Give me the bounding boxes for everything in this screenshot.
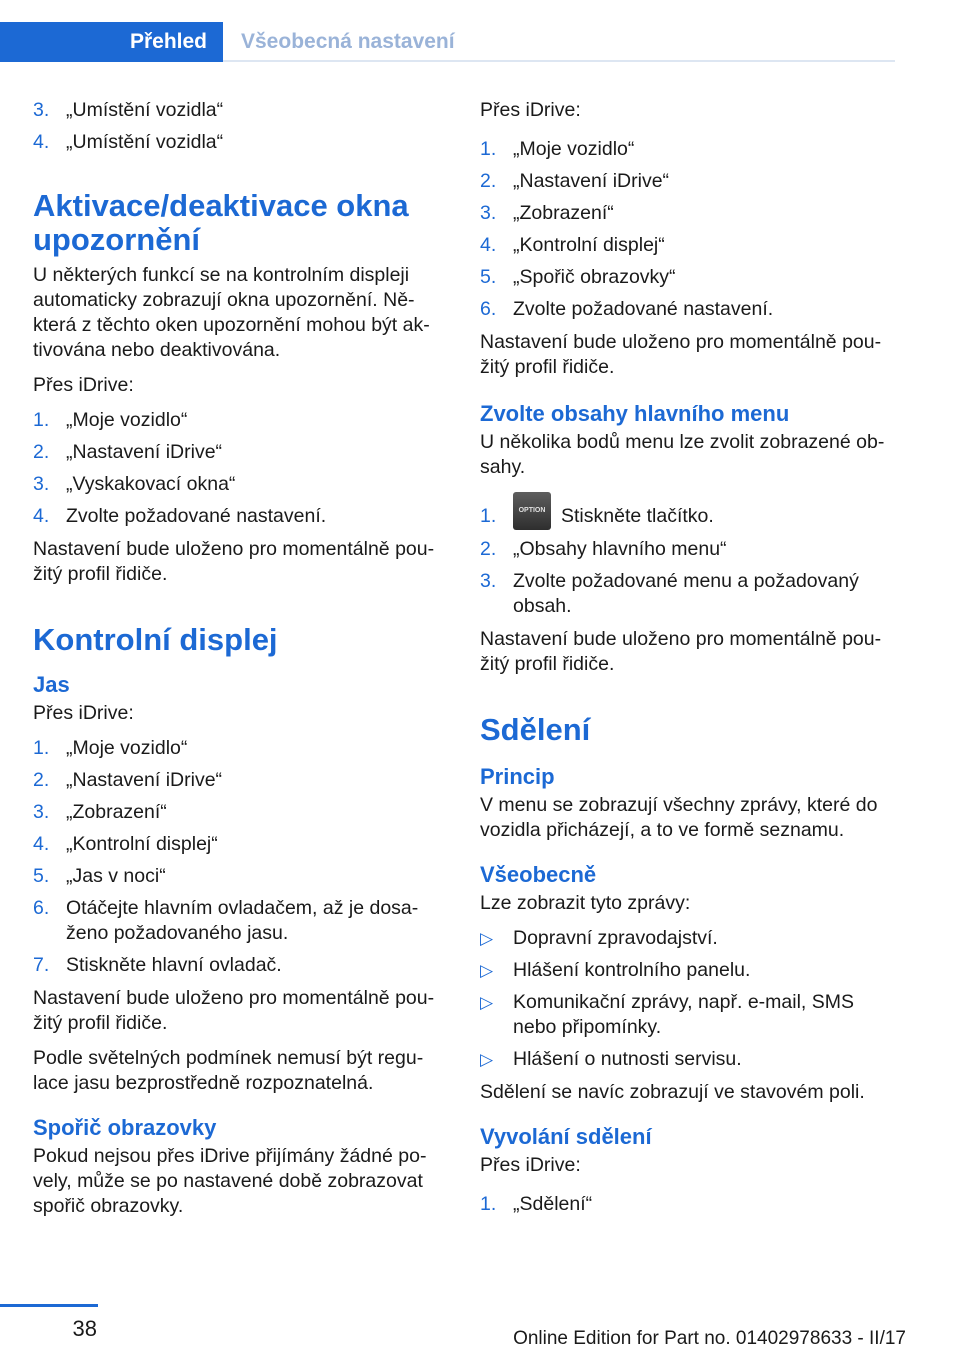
menu-saved-note: Nastavení bude uloženo pro momentálně pou‐ žitý profil řidiče. xyxy=(480,628,882,675)
list-item xyxy=(33,504,443,529)
list-item xyxy=(480,990,890,1040)
list-item xyxy=(480,265,890,290)
step-number: 3. xyxy=(33,801,50,823)
principle-paragraph: V menu se zobrazují všechny zprávy, které do vozidla přicházejí, a to ve formě seznamu. xyxy=(480,794,878,841)
saver-heading: Spořič obrazovky xyxy=(33,1115,217,1140)
step-text: „Zobrazení“ xyxy=(66,801,167,823)
step-text: „Kontrolní displej“ xyxy=(66,833,218,855)
list-item xyxy=(33,130,443,155)
step-text: „Nastavení iDrive“ xyxy=(66,441,223,463)
location-steps xyxy=(33,98,443,155)
popup-paragraph: U některých funkcí se na kontrolním displeji automaticky zobrazují okna upozornění. Ně‐ která z těchto oken upozornění mohou být ak‐ tivována nebo deaktivována. xyxy=(33,264,430,361)
step-text: „Nastavení iDrive“ xyxy=(513,170,670,192)
list-item xyxy=(33,896,443,946)
message-types-list xyxy=(480,926,890,1072)
footer-divider xyxy=(0,1304,98,1307)
list-item xyxy=(480,137,890,162)
list-item xyxy=(480,1047,890,1072)
list-item xyxy=(480,201,890,226)
menu-steps xyxy=(480,504,890,619)
step-text: Zvolte požadované menu a požadovaný obsah. xyxy=(513,570,859,617)
brightness-via: Přes iDrive: xyxy=(33,702,134,724)
step-text: „Umístění vozidla“ xyxy=(66,131,224,153)
list-item xyxy=(480,537,890,562)
list-item xyxy=(480,297,890,322)
recall-heading: Vyvolání sdělení xyxy=(480,1124,652,1149)
step-text: Zvolte požadované nastavení. xyxy=(513,298,774,320)
step-text: „Moje vozidlo“ xyxy=(66,409,188,431)
step-number: 4. xyxy=(33,505,50,527)
item-text: Hlášení o nutnosti servisu. xyxy=(513,1048,742,1070)
menu-paragraph: U několika bodů menu lze zvolit zobrazené ob‐ sahy. xyxy=(480,431,885,478)
list-item xyxy=(480,569,890,619)
list-item xyxy=(480,504,890,530)
step-number: 3. xyxy=(33,473,50,495)
recall-via: Přes iDrive: xyxy=(480,1154,581,1176)
list-item xyxy=(480,926,890,951)
step-text: „Spořič obrazovky“ xyxy=(513,266,676,288)
step-number: 2. xyxy=(33,441,50,463)
step-text: „Sdělení“ xyxy=(513,1193,593,1215)
list-item xyxy=(33,98,443,123)
list-item xyxy=(33,800,443,825)
list-item xyxy=(33,864,443,889)
step-number: 1. xyxy=(480,138,497,160)
triangle-bullet-icon: ▷ xyxy=(480,961,494,980)
step-number: 5. xyxy=(480,266,497,288)
step-text: „Zobrazení“ xyxy=(513,202,614,224)
popup-via: Přes iDrive: xyxy=(33,374,134,396)
header-bar xyxy=(0,22,895,62)
brightness-steps xyxy=(33,736,443,978)
step-number: 2. xyxy=(480,538,497,560)
tab-prehled[interactable]: Přehled xyxy=(0,22,223,62)
edition-note: Online Edition for Part no. 01402978633 - II/17 xyxy=(513,1328,906,1349)
brightness-note: Podle světelných podmínek nemusí být regu‐ lace jasu bezprostředně rozpoznatelná. xyxy=(33,1047,424,1094)
list-item xyxy=(33,736,443,761)
step-number: 6. xyxy=(33,897,50,919)
item-text: Dopravní zpravodajství. xyxy=(513,927,718,949)
right-column xyxy=(480,98,890,1225)
item-text: Hlášení kontrolního panelu. xyxy=(513,959,751,981)
header-divider xyxy=(223,60,895,62)
step-number: 1. xyxy=(480,505,497,527)
popup-steps xyxy=(33,408,443,529)
popup-heading: Aktivace/deaktivace okna upozornění xyxy=(33,188,409,257)
list-item xyxy=(33,768,443,793)
display-heading: Kontrolní displej xyxy=(33,622,278,657)
general-paragraph: Lze zobrazit tyto zprávy: xyxy=(480,892,691,914)
step-number: 1. xyxy=(33,737,50,759)
list-item xyxy=(480,169,890,194)
general-heading: Všeobecně xyxy=(480,862,597,887)
step-number: 2. xyxy=(33,769,50,791)
saver-via: Přes iDrive: xyxy=(480,99,581,121)
list-item xyxy=(480,233,890,258)
step-text: Stiskněte tlačítko. xyxy=(561,505,714,528)
step-text: Otáčejte hlavním ovladačem, až je dosa‐ ženo požadovaného jasu. xyxy=(66,897,419,944)
step-number: 3. xyxy=(33,99,50,121)
step-number: 3. xyxy=(480,202,497,224)
list-item xyxy=(33,832,443,857)
step-text: „Nastavení iDrive“ xyxy=(66,769,223,791)
saver-paragraph: Pokud nejsou přes iDrive přijímány žádné po‐ vely, může se po nastavené době zobrazovat spořič obrazovky. xyxy=(33,1145,427,1217)
step-number: 7. xyxy=(33,954,50,976)
list-item xyxy=(33,472,443,497)
step-text: Zvolte požadované nastavení. xyxy=(66,505,327,527)
step-number: 3. xyxy=(480,570,497,592)
list-item xyxy=(480,958,890,983)
step-number: 4. xyxy=(33,833,50,855)
recall-steps xyxy=(480,1192,890,1217)
saver-saved-note: Nastavení bude uloženo pro momentálně pou‐ žitý profil řidiče. xyxy=(480,331,882,378)
step-text: „Umístění vozidla“ xyxy=(66,99,224,121)
list-item xyxy=(480,1192,890,1217)
item-text: Komunikační zprávy, např. e-mail, SMS nebo připomínky. xyxy=(513,991,855,1038)
step-number: 5. xyxy=(33,865,50,887)
menu-heading: Zvolte obsahy hlavního menu xyxy=(480,401,790,426)
popup-saved-note: Nastavení bude uloženo pro momentálně pou‐ žitý profil řidiče. xyxy=(33,538,435,585)
list-item xyxy=(33,408,443,433)
step-number: 4. xyxy=(33,131,50,153)
triangle-bullet-icon: ▷ xyxy=(480,1050,494,1069)
step-text: Stiskněte hlavní ovladač. xyxy=(66,954,282,976)
step-text: „Vyskakovací okna“ xyxy=(66,473,236,495)
step-number: 1. xyxy=(480,1193,497,1215)
list-item xyxy=(33,440,443,465)
status-field-note: Sdělení se navíc zobrazují ve stavovém poli. xyxy=(480,1081,865,1103)
messages-heading: Sdělení xyxy=(480,712,591,747)
step-number: 6. xyxy=(480,298,497,320)
list-item xyxy=(33,953,443,978)
left-column xyxy=(33,98,443,1229)
step-number: 4. xyxy=(480,234,497,256)
step-text: „Moje vozidlo“ xyxy=(513,138,635,160)
tab-vseobecna-nastaveni[interactable]: Všeobecná nastavení xyxy=(223,22,895,62)
principle-heading: Princip xyxy=(480,764,555,789)
step-text: „Kontrolní displej“ xyxy=(513,234,665,256)
page-number: 38 xyxy=(72,1316,97,1341)
brightness-heading: Jas xyxy=(33,672,70,697)
option-button-icon: OPTION xyxy=(513,492,551,530)
step-text: „Jas v noci“ xyxy=(66,865,166,887)
step-number: 1. xyxy=(33,409,50,431)
step-text: „Obsahy hlavního menu“ xyxy=(513,538,727,560)
triangle-bullet-icon: ▷ xyxy=(480,993,494,1012)
triangle-bullet-icon: ▷ xyxy=(480,929,494,948)
brightness-saved-note: Nastavení bude uloženo pro momentálně pou‐ žitý profil řidiče. xyxy=(33,987,435,1034)
step-number: 2. xyxy=(480,170,497,192)
step-text: „Moje vozidlo“ xyxy=(66,737,188,759)
saver-steps xyxy=(480,137,890,322)
